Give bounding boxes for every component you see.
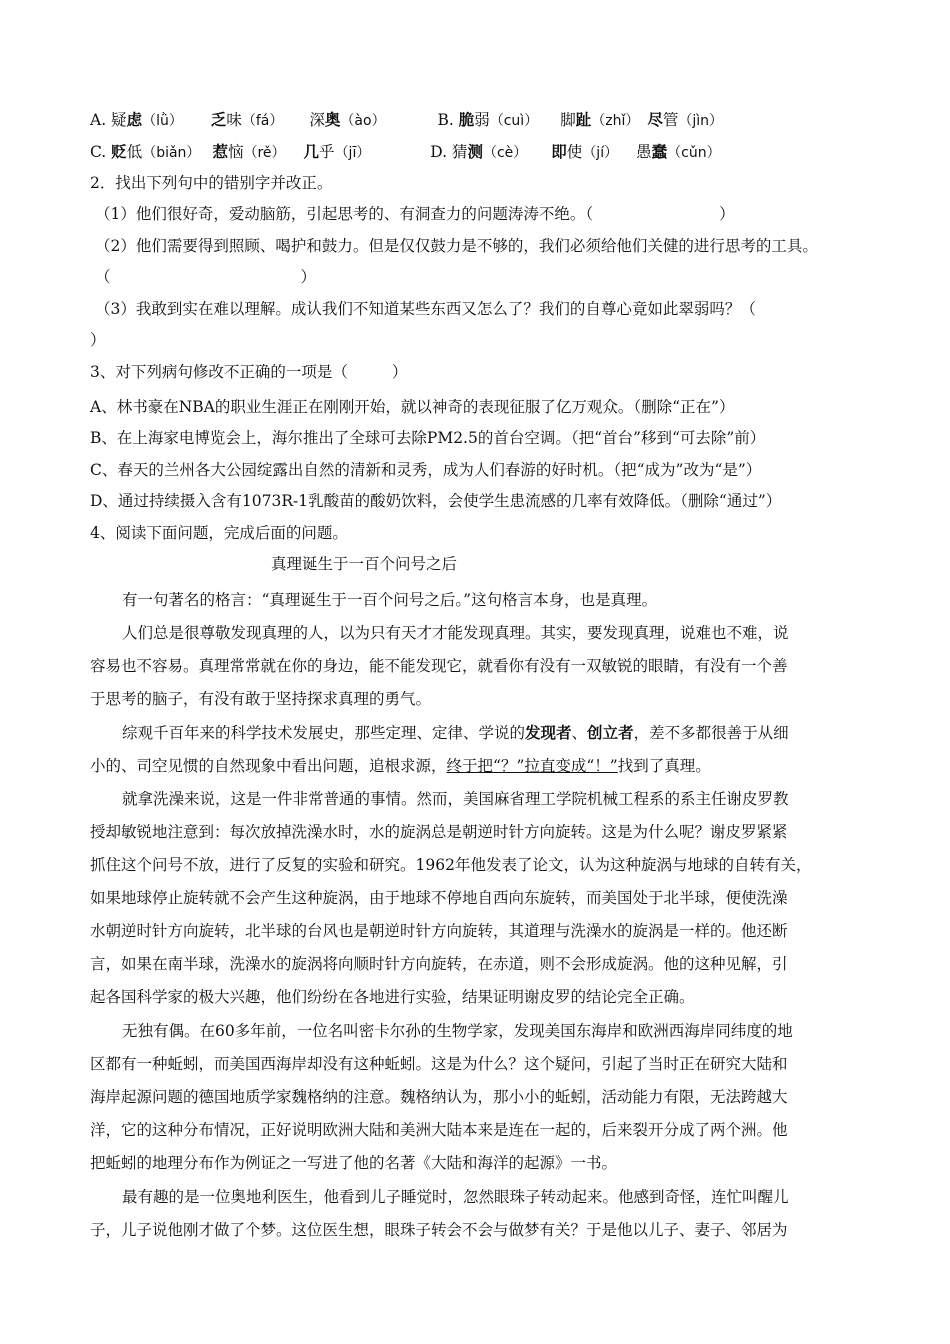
- option-a: [90, 111, 386, 129]
- bold-char: 几: [303, 142, 320, 161]
- option-a-label: A. 疑: [90, 111, 127, 129]
- pinyin: （jī）: [334, 145, 371, 161]
- article-paragraph-2-line: 人们总是很尊敬发现真理的人，以为只有天才才能发现真理。其实，要发现真理，说难也不难，说: [122, 624, 789, 642]
- option-c-label: C.: [90, 143, 112, 161]
- pinyin: （ào）: [340, 113, 386, 129]
- char: 乎: [319, 143, 335, 161]
- char: 深: [309, 111, 325, 129]
- char: 管: [662, 111, 679, 129]
- bold-char: 尽: [647, 110, 663, 129]
- article-title: 真理诞生于一百个问号之后: [271, 555, 458, 573]
- article-paragraph-4-line: 如果地球停止旋转就不会产生这种旋涡，由于地球不停地自西向东旋转，而美国处于北半球，便使洗澡: [90, 889, 788, 907]
- pinyin: （cè）: [482, 145, 528, 161]
- paren-close: ）: [719, 205, 735, 223]
- option-row-a-b: [90, 109, 723, 132]
- option-row-c-d: [90, 141, 721, 164]
- question-3-title: [90, 361, 407, 383]
- article-paragraph-4-line: 起各国科学家的极大兴趣，他们纷纷在各地进行实验，结果证明谢皮罗的结论完全正确。: [90, 988, 695, 1006]
- paren-close: ）: [391, 363, 408, 381]
- article-paragraph-5-line: 把蚯蚓的地理分布作为例证之一写进了他的名著《大陆和海洋的起源》一书。: [90, 1154, 618, 1172]
- bold-char: 即: [551, 142, 567, 161]
- pinyin: （jí）: [582, 145, 619, 161]
- paren-close: ）: [300, 268, 317, 286]
- article-paragraph-6-line: 子，儿子说他刚才做了个梦。这位医生想，眼珠子转会不会与做梦有关？于是他以儿子、妻子、邻居为: [90, 1221, 788, 1239]
- text: ，差不多都很善于从细: [633, 724, 789, 742]
- question-3-option-b: B、在上海家电博览会上，海尔推出了全球可去除PM2.5的首台空调。（把“首台”移到“可去除”前）: [90, 429, 766, 447]
- pinyin: （lǜ）: [142, 113, 183, 129]
- question-2-sentence-3-close: ）: [90, 331, 106, 349]
- option-d-label: D. 猜: [430, 143, 468, 161]
- paren-open: （: [95, 268, 111, 286]
- article-paragraph-3-line: [90, 755, 711, 777]
- article-paragraph-1: 有一句著名的格言：“真理诞生于一百个问号之后。”这句格言本身，也是真理。: [122, 591, 658, 609]
- article-paragraph-3-line: [122, 722, 789, 744]
- article-paragraph-2-line: 于思考的脑子，有没有敢于坚持探求真理的勇气。: [90, 690, 432, 708]
- bold-char: 测: [467, 142, 483, 161]
- question-2-sentence-2: （2）他们需要得到照顾、喝护和鼓力。但是仅仅鼓力是不够的，我们必须给他们关健的进行思考的工具。: [95, 237, 818, 255]
- article-paragraph-5-line: 洋，它的这种分布情况，正好说明欧洲大陆和美洲大陆本来是连在一起的，后来裂开分成了两个洲。他: [90, 1121, 788, 1139]
- bold-char: 蠢: [651, 142, 668, 161]
- article-paragraph-4-line: 言，如果在南半球，洗澡水的旋涡将向顺时针方向旋转，在赤道，则不会形成旋涡。他的这种见解，引: [90, 955, 788, 973]
- char: 味: [226, 111, 242, 129]
- pinyin: （fá）: [241, 113, 284, 129]
- pinyin: （rě）: [243, 145, 286, 161]
- char: 使: [566, 143, 583, 161]
- article-paragraph-4-line: 水朝逆时针方向旋转，北半球的台风也是朝逆时针方向旋转，其道理与洗澡水的旋涡是一样的。他还断: [90, 922, 788, 940]
- pinyin: （jìn）: [678, 113, 724, 129]
- article-paragraph-6-line: 最有趣的是一位奥地利医生，他看到儿子睡觉时，忽然眼珠子转动起来。他感到奇怪，连忙叫醒儿: [122, 1188, 789, 1206]
- question-2-sentence-1: [95, 203, 735, 225]
- char: 低: [126, 143, 143, 161]
- char: 脚: [560, 111, 576, 129]
- option-d: [430, 143, 720, 161]
- text: 、: [571, 724, 588, 742]
- question-3-option-a: A、林书豪在NBA的职业生涯正在刚刚开始，就以神奇的表现征服了亿万观众。（删除“正在”）: [90, 398, 735, 416]
- article-paragraph-2-line: 容易也不容易。真理常常就在你的身边，能不能发现它，就看你有没有一双敏锐的眼睛，有没有一个善: [90, 657, 788, 675]
- pinyin: （cuì）: [489, 113, 539, 129]
- char: 恼: [227, 143, 244, 161]
- text: 找到了真理。: [617, 757, 711, 775]
- question-3-option-d: D、通过持续摄入含有1073R-1乳酸苗的酸奶饮料，会使学生患流感的几率有效降低。（删除“通过”）: [90, 492, 782, 510]
- bold-char: 贬: [111, 142, 127, 161]
- char: 愚: [636, 143, 652, 161]
- underlined-text: 终于把“？”拉直变成“！”: [446, 757, 618, 775]
- bold-char: 虑: [126, 110, 143, 129]
- article-paragraph-4-line: 就拿洗澡来说，这是一件非常普通的事情。然而，美国麻省理工学院机械工程系的系主任谢皮罗教: [122, 790, 789, 808]
- option-c: [90, 143, 370, 161]
- option-b-label: B.: [437, 111, 459, 129]
- bold-text: 创立者: [587, 723, 634, 742]
- bold-char: 趾: [575, 110, 592, 129]
- char: 弱: [474, 111, 490, 129]
- question-4-title: 4、阅读下面问题，完成后面的问题。: [90, 524, 348, 542]
- pinyin: （cǔn）: [667, 145, 721, 161]
- bold-char: 脆: [458, 110, 475, 129]
- title-text: 3、对下列病句修改不正确的一项是（: [90, 363, 348, 381]
- article-paragraph-5-line: 无独有偶。在60多年前，一位名叫密卡尔孙的生物学家，发现美国东海岸和欧洲西海岸同纬度的地: [122, 1022, 793, 1040]
- text: 小的、司空见惯的自然现象中看出问题，追根求源，: [90, 757, 447, 775]
- bold-char: 奥: [324, 110, 341, 129]
- sentence-text: （1）他们很好奇，爱动脑筋，引起思考的、有洞查力的问题涛涛不绝。（: [95, 205, 594, 223]
- option-b: [437, 111, 723, 129]
- bold-char: 惹: [212, 142, 228, 161]
- article-paragraph-5-line: 海岸起源问题的德国地质学家魏格纳的注意。魏格纳认为，那小小的蚯蚓，活动能力有限，无法跨越大: [90, 1088, 788, 1106]
- bold-char: 乏: [210, 110, 227, 129]
- article-paragraph-4-line: 抓住这个问号不放，进行了反复的实验和研究。1962年他发表了论文，认为这种旋涡与地球的自转有关，: [90, 856, 812, 874]
- question-3-option-c: C、春天的兰州各大公园绽露出自然的清新和灵秀，成为人们春游的好时机。（把“成为”改为“是”）: [90, 461, 762, 479]
- question-2-sentence-2-answer: [95, 266, 316, 288]
- pinyin: （biǎn）: [142, 145, 201, 161]
- article-paragraph-4-line: 授却敏锐地注意到：每次放掉洗澡水时，水的旋涡总是朝逆时针方向旋转。这是为什么呢？谢皮罗紧紧: [90, 823, 788, 841]
- pinyin: （zhǐ）: [591, 113, 640, 129]
- question-2-sentence-3: （3）我敢到实在难以理解。成认我们不知道某些东西又怎么了？我们的自尊心竟如此翠弱吗？（: [95, 300, 756, 318]
- text: 综观千百年来的科学技术发展史，那些定理、定律、学说的: [122, 724, 526, 742]
- article-paragraph-5-line: 区都有一种蚯蚓，而美国西海岸却没有这种蚯蚓。这是为什么？这个疑问，引起了当时正在研究大陆和: [90, 1055, 788, 1073]
- bold-text: 发现者: [525, 723, 572, 742]
- question-2-title: 2．找出下列句中的错别字并改正。: [90, 174, 333, 192]
